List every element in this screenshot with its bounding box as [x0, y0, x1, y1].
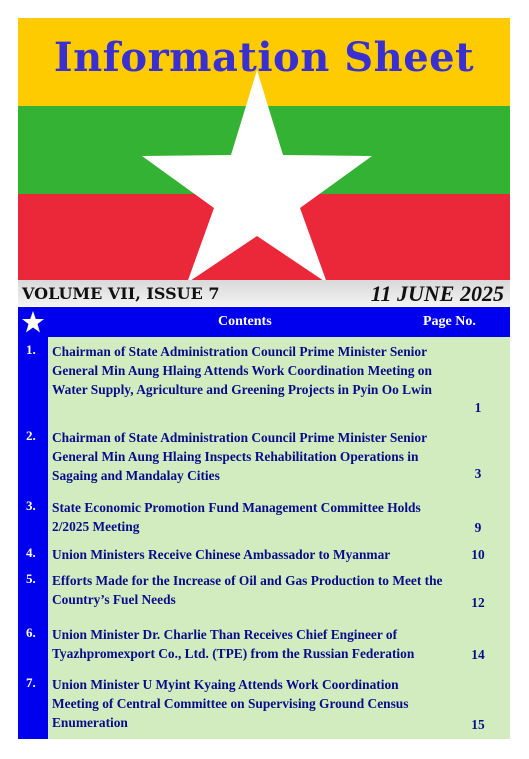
star-icon	[21, 310, 45, 334]
toc-entry-page[interactable]: 1	[474, 400, 482, 415]
table-of-contents	[18, 307, 510, 739]
toc-entry-title[interactable]: Union Minister Dr. Charlie Than Receives Chief Engineer of Tyazhpromexport Co., Ltd. (TPE) from the Russian Federation	[52, 627, 415, 661]
toc-entry-page[interactable]: 15	[471, 717, 485, 732]
toc-entry-number: 1.	[26, 342, 36, 357]
volume-issue: VOLUME VII, ISSUE 7	[22, 284, 220, 303]
toc-entry-page[interactable]: 12	[471, 595, 485, 610]
toc-entry-title[interactable]: Union Minister U Myint Kyaing Attends Work Coordination Meeting of Central Committee on Supervising Ground Census Enumeration	[52, 677, 409, 730]
toc-entry-number: 4.	[26, 545, 36, 560]
toc-entry-page[interactable]: 3	[474, 466, 482, 481]
toc-entry-page[interactable]: 9	[474, 520, 482, 535]
toc-entry-title[interactable]: Efforts Made for the Increase of Oil and Gas Production to Meet the Country’s Fuel Needs	[52, 573, 443, 607]
toc-entry-title[interactable]: Chairman of State Administration Council Prime Minister Senior General Min Aung Hlaing Attends Work Coordination Meeting on Water Supply, Agriculture and Greening Projects in Pyin Oo Lwin	[52, 344, 432, 397]
toc-entry-page[interactable]: 10	[471, 547, 485, 562]
toc-entry-title[interactable]: Union Ministers Receive Chinese Ambassador to Myanmar	[52, 547, 391, 562]
toc-entry-number: 6.	[26, 625, 36, 640]
flag-banner	[18, 18, 510, 280]
toc-entry-number: 3.	[26, 498, 36, 513]
page-title: Information Sheet	[53, 34, 475, 81]
volume-bar	[18, 280, 510, 306]
issue-date: 11 JUNE 2025	[370, 281, 504, 306]
toc-entry-title[interactable]: Chairman of State Administration Council Prime Minister Senior General Min Aung Hlaing Inspects Rehabilitation Operations in Sagaing and Mandalay Cities	[52, 430, 427, 483]
toc-entry-title[interactable]: State Economic Promotion Fund Management Committee Holds 2/2025 Meeting	[52, 500, 421, 534]
toc-entry-page[interactable]: 14	[471, 647, 485, 662]
toc-header-page: Page No.	[423, 314, 476, 329]
toc-entry-number: 7.	[26, 675, 36, 690]
toc-entry-number: 5.	[26, 571, 36, 586]
toc-header-contents: Contents	[218, 314, 272, 329]
toc-entry-number: 2.	[26, 428, 36, 443]
